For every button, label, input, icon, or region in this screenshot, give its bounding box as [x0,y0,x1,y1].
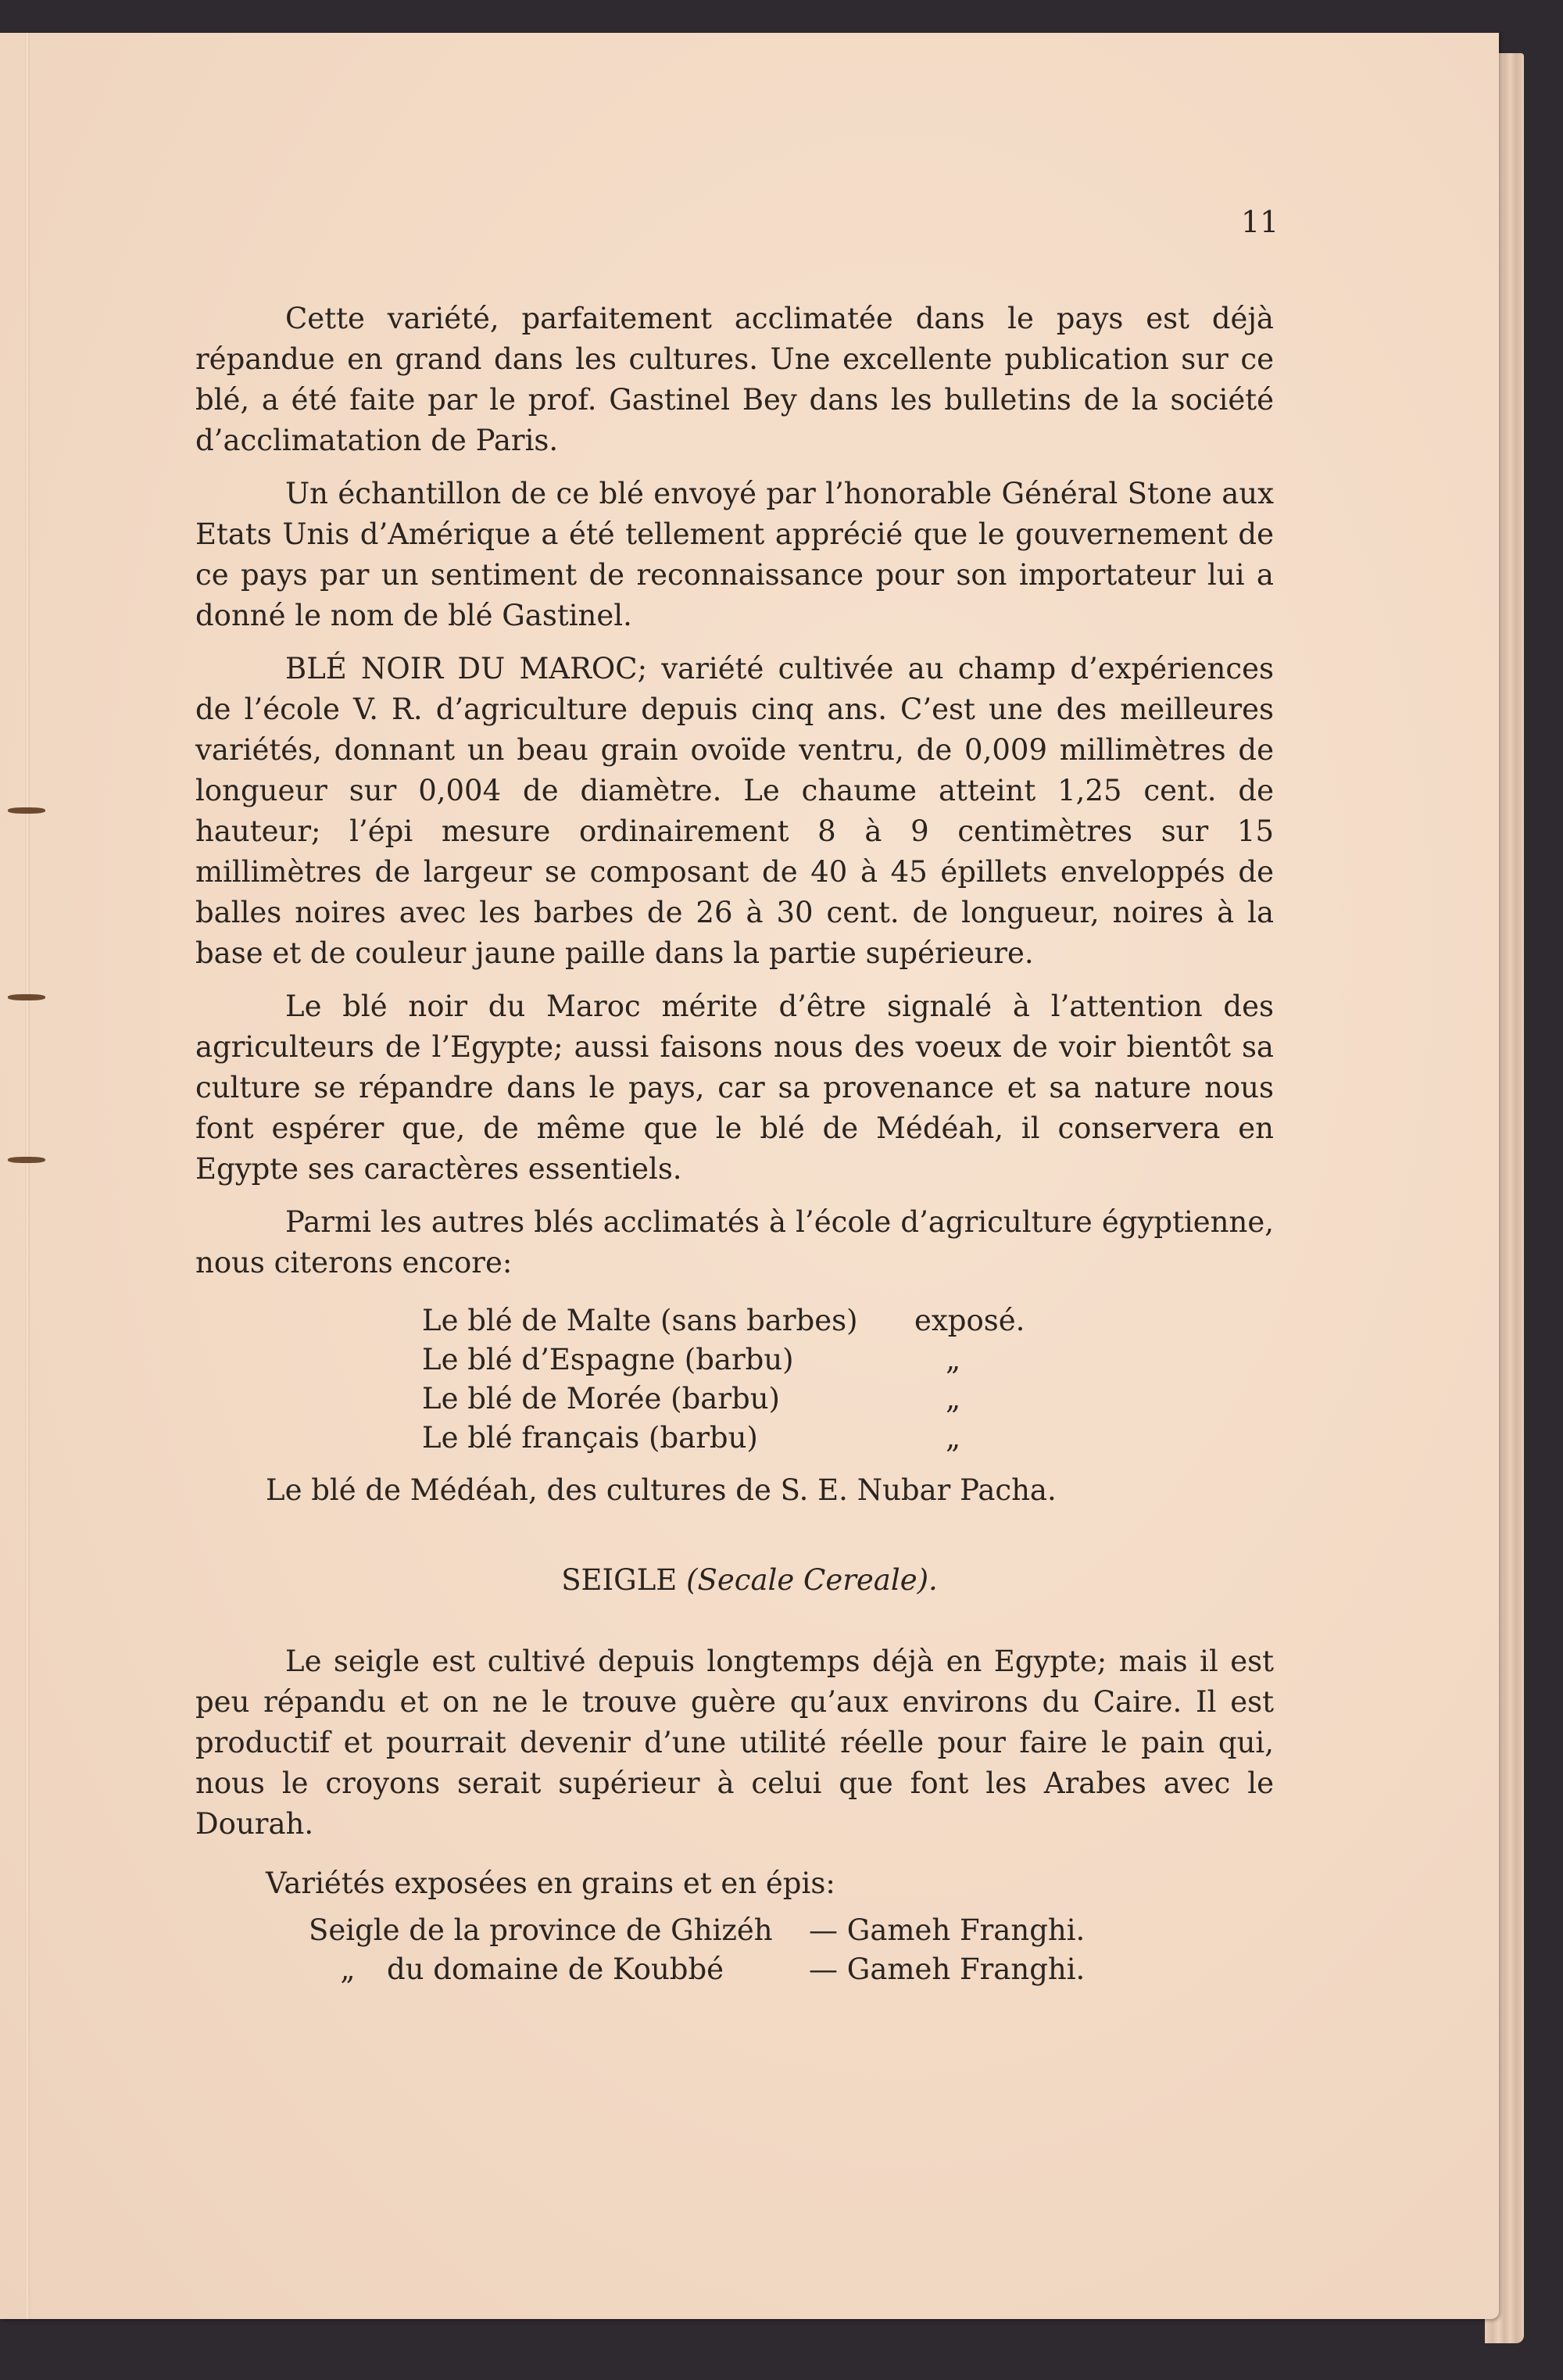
ditto-mark: „ [340,1952,356,1986]
paragraph: Le seigle est cultivé depuis longtemps déjà en Egypte; mais il est peu répandu et on ne le trouve guère qu’aux environs du Caire. Il est productif et pourrait devenir d’une utilité réelle pour faire le pain qui, nous le croyons serait supérieur à celui que font les Arabes avec le Dourah. [195,1645,1274,1841]
page-number: 11 [1241,205,1279,239]
paragraph: Cette variété, parfaitement acclimatée dans le pays est déjà répandue en grand dans les cultures. Une excellente publication sur ce blé, a été faite par le prof. Gastinel Bey dans les bulletins de la société d’acclimatation de Paris. [195,302,1274,457]
list-item: Le blé français (barbu) „ [422,1421,961,1455]
body-text-top [195,299,1274,1283]
section-title: SEIGLE [561,1563,678,1597]
rye-varieties-list [309,1911,1085,1989]
list-item: Le blé de Malte (sans barbes) exposé. [422,1304,1025,1337]
section-latin-name: (Secale Cereale). [686,1563,938,1597]
list-item: Le blé d’Espagne (barbu) „ [422,1343,961,1376]
wheat-varieties-list [422,1301,1118,1458]
paragraph: Un échantillon de ce blé envoyé par l’honorable Général Stone aux Etats Unis d’Amérique a été tellement apprécié que le gouvernement de ce pays par un sentiment de reconnaissance pour son importateur lui a donné le nom de blé Gastinel. [195,477,1274,632]
body-text-rye [195,1641,1274,1845]
paragraph: BLÉ NOIR DU MAROC; variété cultivée au champ d’expériences de l’école V. R. d’agriculture depuis cinq ans. C’est une des meilleures variétés, donnant un beau grain ovoïde ventru, de 0,009 millimètres de longueur sur 0,004 de diamètre. Le chaume atteint 1,25 cent. de hauteur; l’épi mesure ordinairement 8 à 9 centimètres sur 15 millimètres de largeur se composant de 40 à 45 épillets enveloppés de balles noires avec les barbes de 26 à 30 cent. de longueur, noires à la base et de couleur jaune paille dans la partie supérieure. [195,652,1274,970]
binding-stitch [8,807,45,814]
list-item: Seigle de la province de Ghizéh — Gameh Franghi. [309,1913,1086,1947]
rye-intro: Variétés exposées en grains et en épis: [266,1866,835,1900]
paragraph: Le blé noir du Maroc mérite d’être signalé à l’attention des agriculteurs de l’Egypte; aussi faisons nous des voeux de voir bientôt sa culture se répandre dans le pays, car sa provenance et sa nature nous font espérer que, de même que le blé de Médéah, il conservera en Egypte ses caractères essentiels. [195,990,1274,1186]
list-item: „ du domaine de Koubbé — Gameh Franghi. [309,1950,1085,1989]
binding-stitch [8,994,45,1000]
list-item: Le blé de Morée (barbu) „ [422,1382,961,1415]
paragraph: Parmi les autres blés acclimatés à l’école d’agriculture égyptienne, nous citerons encore: [195,1205,1274,1279]
section-heading [0,1563,1499,1597]
gutter-fold [25,33,30,2319]
binding-stitch [8,1157,45,1163]
medeah-line: Le blé de Médéah, des cultures de S. E. Nubar Pacha. [266,1473,1057,1507]
